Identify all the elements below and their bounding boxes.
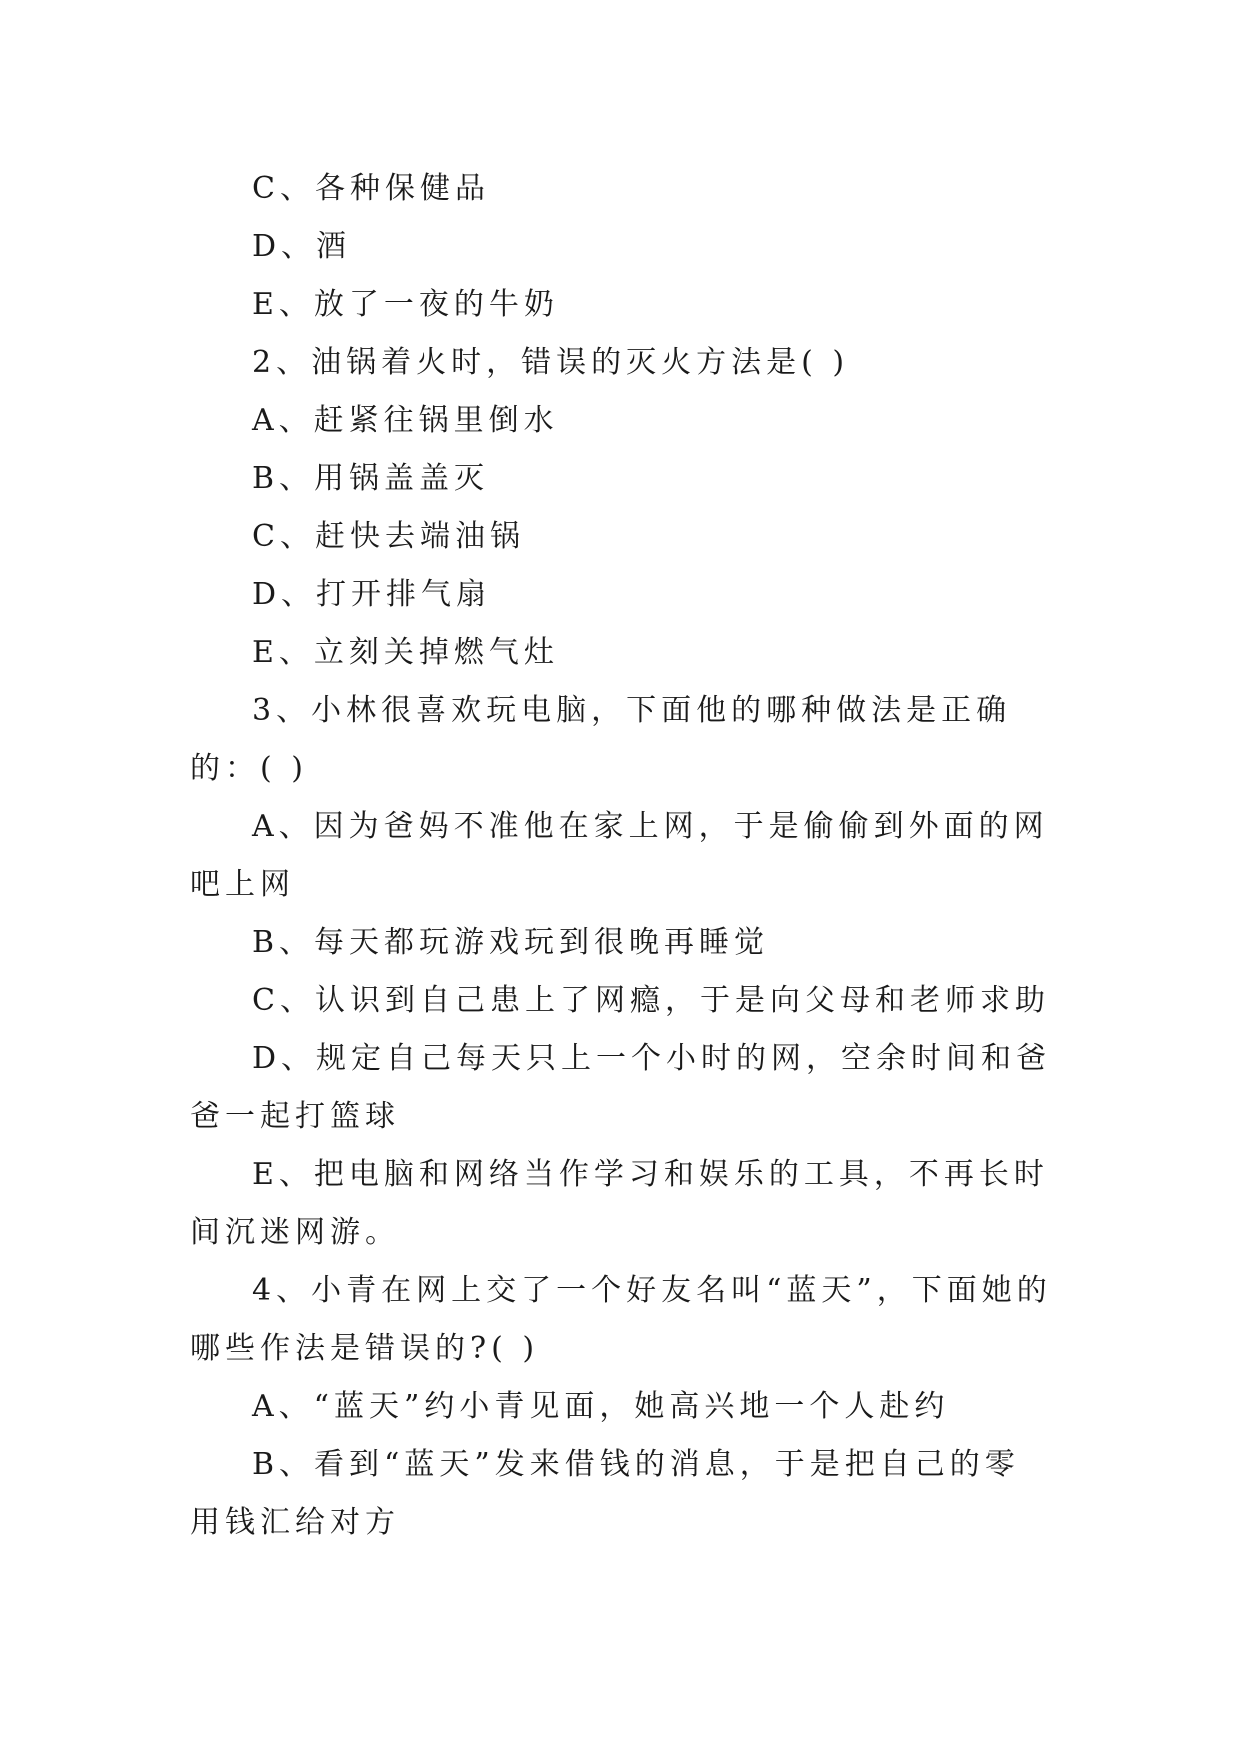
q2-option-b: B、用锅盖盖灭 — [252, 461, 490, 496]
q3-option-e: E、把电脑和网络当作学习和娱乐的工具，不再长时间沉迷网游。 — [190, 1157, 1049, 1250]
q2-option-d: D、打开排气扇 — [252, 577, 492, 612]
question-3: 3、小林很喜欢玩电脑，下面他的哪种做法是正确的：( ) — [190, 693, 1012, 786]
q3-option-d: D、规定自己每天只上一个小时的网，空余时间和爸爸一起打篮球 — [190, 1041, 1052, 1134]
document-body — [190, 160, 1052, 1552]
q3-option-b: B、每天都玩游戏玩到很晚再睡觉 — [252, 925, 770, 960]
q3-option-c: C、认识到自己患上了网瘾，于是向父母和老师求助 — [252, 983, 1050, 1018]
q4-option-a: A、“蓝天”约小青见面，她高兴地一个人赴约 — [252, 1389, 950, 1424]
q2-option-a: A、赶紧往锅里倒水 — [252, 403, 559, 438]
q3-option-a: A、因为爸妈不准他在家上网，于是偷偷到外面的网吧上网 — [190, 809, 1049, 902]
q2-option-e: E、立刻关掉燃气灶 — [252, 635, 559, 670]
option-e-line: E、放了一夜的牛奶 — [252, 287, 559, 322]
question-4: 4、小青在网上交了一个好友名叫“蓝天”，下面她的哪些作法是错误的?( ) — [190, 1273, 1052, 1366]
option-c-line: C、各种保健品 — [252, 171, 490, 206]
question-2: 2、油锅着火时，错误的灭火方法是( ) — [252, 345, 850, 380]
q2-option-c: C、赶快去端油锅 — [252, 519, 525, 554]
q4-option-b: B、看到“蓝天”发来借钱的消息，于是把自己的零用钱汇给对方 — [190, 1447, 1020, 1540]
option-d-line: D、酒 — [252, 229, 352, 264]
